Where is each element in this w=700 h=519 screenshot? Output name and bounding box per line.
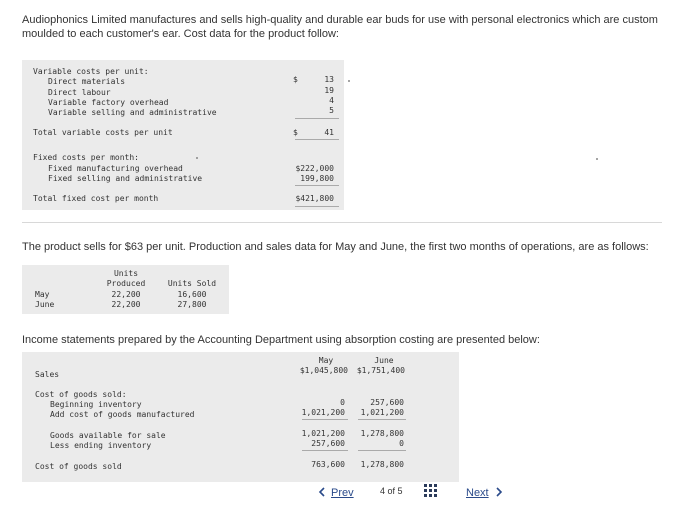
cost-row-value: 13 xyxy=(324,75,334,84)
subtotal-rule xyxy=(302,419,348,420)
income-paragraph: Income statements prepared by the Accounting Department using absorption costing are presented below: xyxy=(22,334,540,346)
fixed-costs-heading: Fixed costs per month: xyxy=(33,153,139,162)
variable-costs-heading: Variable costs per unit: xyxy=(33,67,149,76)
beginning-inventory-june: 257,600 xyxy=(370,398,404,407)
cost-row-label: Variable factory overhead xyxy=(48,98,169,107)
units-sold-header: Units Sold xyxy=(167,279,217,288)
add-cogm-may: 1,021,200 xyxy=(301,408,345,417)
units-produced-value: 22,200 xyxy=(111,290,141,299)
fixed-row-label: Fixed selling and administrative xyxy=(48,174,203,183)
total-rule xyxy=(295,206,339,207)
month-label: May xyxy=(35,290,50,299)
section-divider xyxy=(22,222,662,223)
units-produced-header: Units xyxy=(113,269,139,278)
total-fixed-value: $421,800 xyxy=(295,194,334,203)
prev-label: Prev xyxy=(331,487,354,499)
add-cogm-june: 1,021,200 xyxy=(360,408,404,417)
subtotal-rule xyxy=(358,419,406,420)
ending-inventory-label: Less ending inventory xyxy=(50,441,152,450)
scan-dot xyxy=(348,80,350,82)
current-page: 4 xyxy=(380,486,386,496)
units-produced-value: 22,200 xyxy=(111,300,141,309)
ending-inventory-june: 0 xyxy=(399,439,404,448)
cost-of-goods-sold-label: Cost of goods sold xyxy=(35,462,122,471)
month-label: June xyxy=(35,300,55,309)
subtotal-rule xyxy=(302,450,348,451)
cost-row-label: Variable selling and administrative xyxy=(48,108,217,117)
chevron-left-icon xyxy=(318,487,325,500)
units-sold-value: 16,600 xyxy=(177,290,207,299)
sales-may: $1,045,800 xyxy=(299,366,348,375)
total-rule xyxy=(295,139,339,140)
cogs-heading: Cost of goods sold: xyxy=(35,390,127,399)
goods-available-june: 1,278,800 xyxy=(360,429,404,438)
total-variable-label: Total variable costs per unit xyxy=(33,128,173,137)
dollar-sign: $ xyxy=(293,128,298,137)
cost-of-goods-sold-june: 1,278,800 xyxy=(360,460,404,469)
cost-row-label: Direct materials xyxy=(48,77,126,86)
dollar-sign: $ xyxy=(293,75,298,84)
beginning-inventory-may: 0 xyxy=(340,398,345,407)
total-variable-value: 41 xyxy=(324,128,334,137)
sales-june: $1,751,400 xyxy=(356,366,405,375)
cost-of-goods-sold-may: 763,600 xyxy=(311,460,345,469)
next-button[interactable] xyxy=(466,485,503,501)
intro-paragraph: Audiophonics Limited manufactures and sells high-quality and durable ear buds for use with personal electronics which are custom moulded to each customer's ear. Cost data for the product follow: xyxy=(22,14,658,40)
production-sales-table xyxy=(22,265,229,314)
cost-row-label: Direct labour xyxy=(48,88,111,97)
fixed-row-label: Fixed manufacturing overhead xyxy=(48,164,183,173)
goods-available-label: Goods available for sale xyxy=(50,431,166,440)
subtotal-rule xyxy=(358,450,406,451)
may-header: May xyxy=(318,356,334,365)
goods-available-may: 1,021,200 xyxy=(301,429,345,438)
sales-label: Sales xyxy=(35,370,60,379)
units-produced-header: Produced xyxy=(106,279,146,288)
fixed-row-value: 199,800 xyxy=(300,174,334,183)
scan-dot xyxy=(196,157,198,159)
page-total: of 5 xyxy=(387,486,403,496)
prev-button[interactable] xyxy=(318,485,354,501)
cost-row-value: 5 xyxy=(329,106,334,115)
ending-inventory-may: 257,600 xyxy=(311,439,345,448)
total-fixed-label: Total fixed cost per month xyxy=(33,194,159,203)
subtotal-rule xyxy=(295,185,339,186)
units-sold-value: 27,800 xyxy=(177,300,207,309)
cost-data-table xyxy=(22,60,344,210)
subtotal-rule xyxy=(295,118,339,119)
chevron-right-icon xyxy=(496,487,503,500)
next-label: Next xyxy=(466,487,489,499)
grid-icon[interactable] xyxy=(424,484,438,503)
income-statement-table xyxy=(22,352,459,482)
beginning-inventory-label: Beginning inventory xyxy=(50,400,142,409)
cost-row-value: 4 xyxy=(329,96,334,105)
june-header: June xyxy=(374,356,394,365)
cost-row-value: 19 xyxy=(324,86,334,95)
scan-dot xyxy=(596,158,598,160)
fixed-row-value: $222,000 xyxy=(295,164,334,173)
page-indicator xyxy=(380,486,403,496)
price-paragraph: The product sells for $63 per unit. Production and sales data for May and June, the first two months of operations, are as follows: xyxy=(22,241,649,253)
add-cogm-label: Add cost of goods manufactured xyxy=(50,410,195,419)
